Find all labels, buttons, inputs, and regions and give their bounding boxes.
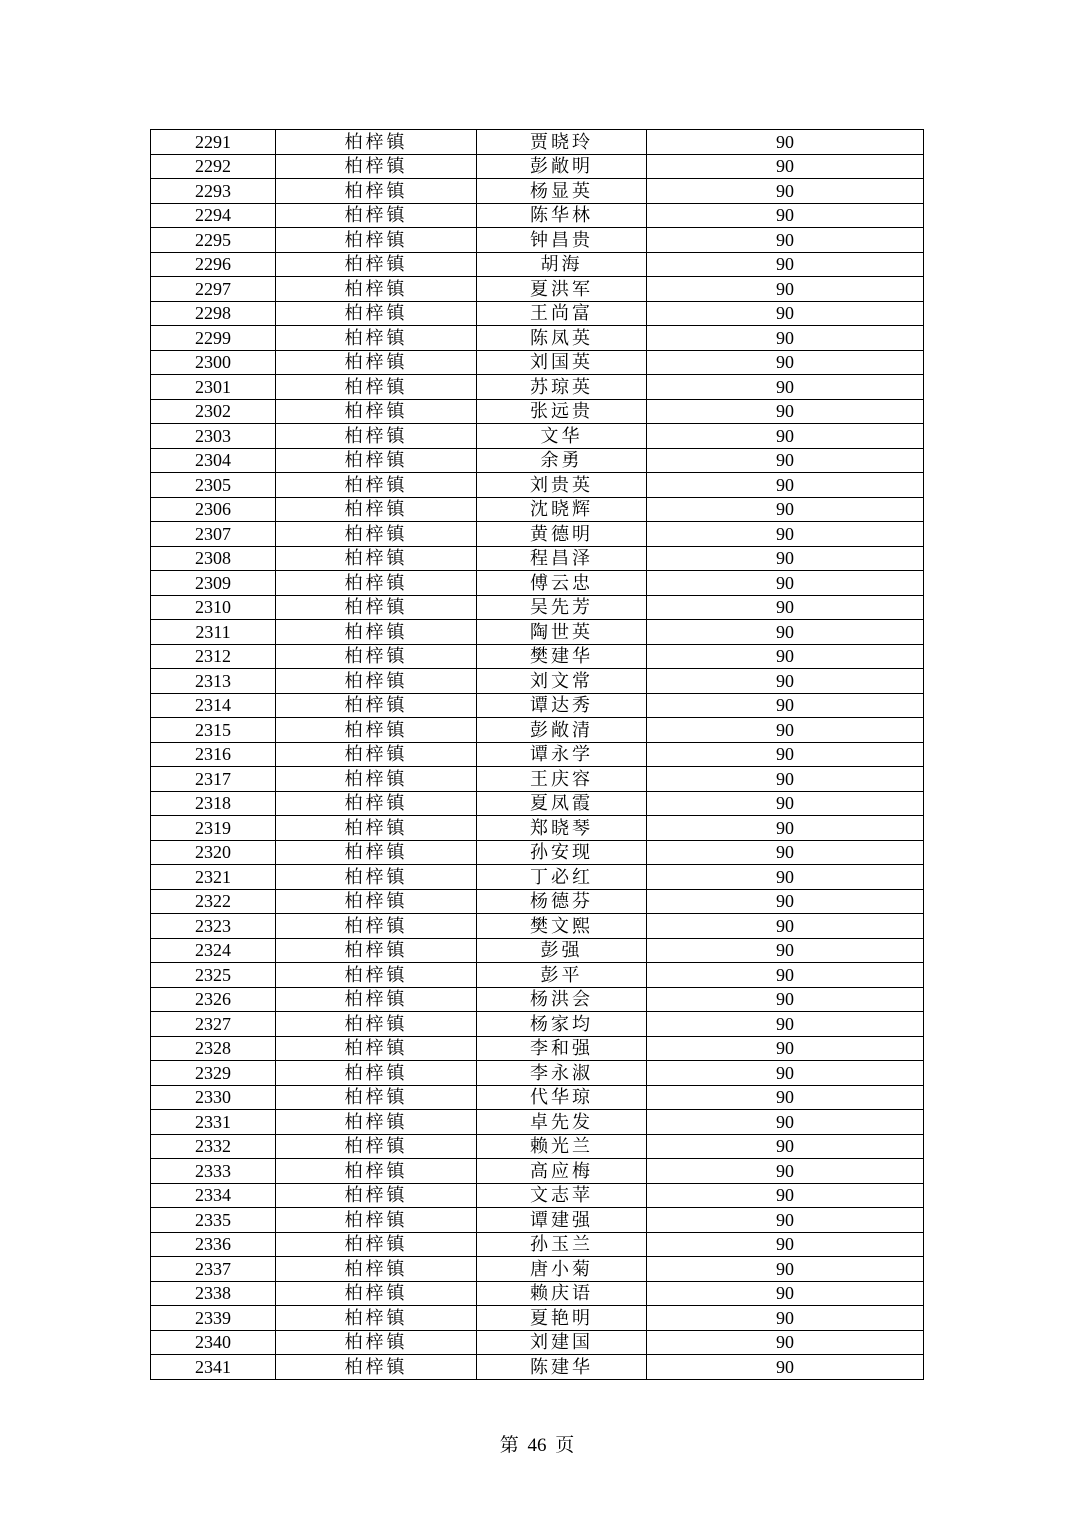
town-cell: 柏梓镇 (276, 669, 477, 694)
row-number-cell: 2321 (151, 865, 276, 890)
amount-cell: 90 (647, 203, 924, 228)
table-row (151, 938, 924, 963)
amount-cell: 90 (647, 1085, 924, 1110)
town-cell: 柏梓镇 (276, 1208, 477, 1233)
town-cell: 柏梓镇 (276, 1110, 477, 1135)
town-cell: 柏梓镇 (276, 595, 477, 620)
table-row (151, 350, 924, 375)
name-cell: 王尚富 (477, 301, 647, 326)
amount-cell: 90 (647, 938, 924, 963)
amount-cell: 90 (647, 669, 924, 694)
amount-cell: 90 (647, 277, 924, 302)
amount-cell: 90 (647, 179, 924, 204)
name-cell: 张远贵 (477, 399, 647, 424)
town-cell: 柏梓镇 (276, 1183, 477, 1208)
name-cell: 刘国英 (477, 350, 647, 375)
name-cell: 刘贵英 (477, 473, 647, 498)
table-row (151, 1134, 924, 1159)
table-row (151, 1061, 924, 1086)
table-row (151, 669, 924, 694)
amount-cell: 90 (647, 473, 924, 498)
table-row (151, 1330, 924, 1355)
name-cell: 杨显英 (477, 179, 647, 204)
row-number-cell: 2303 (151, 424, 276, 449)
town-cell: 柏梓镇 (276, 1257, 477, 1282)
town-cell: 柏梓镇 (276, 644, 477, 669)
table-row (151, 448, 924, 473)
name-cell: 谭达秀 (477, 693, 647, 718)
amount-cell: 90 (647, 1306, 924, 1331)
name-cell: 胡海 (477, 252, 647, 277)
amount-cell: 90 (647, 1183, 924, 1208)
amount-cell: 90 (647, 620, 924, 645)
amount-cell: 90 (647, 1257, 924, 1282)
amount-cell: 90 (647, 448, 924, 473)
page-number: 第 46 页 (499, 1435, 575, 1456)
town-cell: 柏梓镇 (276, 914, 477, 939)
row-number-cell: 2308 (151, 546, 276, 571)
name-cell: 郑晓琴 (477, 816, 647, 841)
row-number-cell: 2307 (151, 522, 276, 547)
amount-cell: 90 (647, 497, 924, 522)
name-cell: 陈华林 (477, 203, 647, 228)
row-number-cell: 2313 (151, 669, 276, 694)
amount-cell: 90 (647, 350, 924, 375)
amount-cell: 90 (647, 693, 924, 718)
town-cell: 柏梓镇 (276, 522, 477, 547)
table-row (151, 424, 924, 449)
town-cell: 柏梓镇 (276, 571, 477, 596)
amount-cell: 90 (647, 252, 924, 277)
row-number-cell: 2316 (151, 742, 276, 767)
row-number-cell: 2337 (151, 1257, 276, 1282)
row-number-cell: 2312 (151, 644, 276, 669)
table-row (151, 693, 924, 718)
town-cell: 柏梓镇 (276, 1330, 477, 1355)
amount-cell: 90 (647, 1036, 924, 1061)
amount-cell: 90 (647, 987, 924, 1012)
town-cell: 柏梓镇 (276, 448, 477, 473)
table-row (151, 375, 924, 400)
town-cell: 柏梓镇 (276, 1085, 477, 1110)
town-cell: 柏梓镇 (276, 301, 477, 326)
name-cell: 樊文熙 (477, 914, 647, 939)
amount-cell: 90 (647, 1330, 924, 1355)
name-cell: 王庆容 (477, 767, 647, 792)
amount-cell: 90 (647, 1061, 924, 1086)
town-cell: 柏梓镇 (276, 399, 477, 424)
town-cell: 柏梓镇 (276, 1306, 477, 1331)
name-cell: 代华琼 (477, 1085, 647, 1110)
amount-cell: 90 (647, 644, 924, 669)
table-row (151, 791, 924, 816)
table-row (151, 963, 924, 988)
name-cell: 杨家均 (477, 1012, 647, 1037)
table-row (151, 1110, 924, 1135)
row-number-cell: 2341 (151, 1355, 276, 1380)
row-number-cell: 2324 (151, 938, 276, 963)
name-cell: 孙玉兰 (477, 1232, 647, 1257)
amount-cell: 90 (647, 718, 924, 743)
row-number-cell: 2319 (151, 816, 276, 841)
table-row (151, 644, 924, 669)
table-row (151, 1183, 924, 1208)
amount-cell: 90 (647, 963, 924, 988)
row-number-cell: 2320 (151, 840, 276, 865)
name-cell: 余勇 (477, 448, 647, 473)
roster-table (150, 129, 924, 1380)
table-row (151, 718, 924, 743)
town-cell: 柏梓镇 (276, 203, 477, 228)
town-cell: 柏梓镇 (276, 1012, 477, 1037)
row-number-cell: 2328 (151, 1036, 276, 1061)
table-row (151, 816, 924, 841)
amount-cell: 90 (647, 595, 924, 620)
town-cell: 柏梓镇 (276, 497, 477, 522)
row-number-cell: 2311 (151, 620, 276, 645)
row-number-cell: 2322 (151, 889, 276, 914)
row-number-cell: 2326 (151, 987, 276, 1012)
name-cell: 杨洪会 (477, 987, 647, 1012)
name-cell: 谭建强 (477, 1208, 647, 1233)
row-number-cell: 2339 (151, 1306, 276, 1331)
name-cell: 李永淑 (477, 1061, 647, 1086)
town-cell: 柏梓镇 (276, 693, 477, 718)
name-cell: 陶世英 (477, 620, 647, 645)
town-cell: 柏梓镇 (276, 1061, 477, 1086)
town-cell: 柏梓镇 (276, 375, 477, 400)
name-cell: 贾晓玲 (477, 130, 647, 155)
amount-cell: 90 (647, 1355, 924, 1380)
town-cell: 柏梓镇 (276, 277, 477, 302)
row-number-cell: 2323 (151, 914, 276, 939)
row-number-cell: 2293 (151, 179, 276, 204)
town-cell: 柏梓镇 (276, 1355, 477, 1380)
row-number-cell: 2298 (151, 301, 276, 326)
table-row (151, 1257, 924, 1282)
row-number-cell: 2299 (151, 326, 276, 351)
town-cell: 柏梓镇 (276, 1159, 477, 1184)
amount-cell: 90 (647, 546, 924, 571)
town-cell: 柏梓镇 (276, 889, 477, 914)
amount-cell: 90 (647, 301, 924, 326)
amount-cell: 90 (647, 571, 924, 596)
row-number-cell: 2338 (151, 1281, 276, 1306)
row-number-cell: 2304 (151, 448, 276, 473)
row-number-cell: 2296 (151, 252, 276, 277)
table-row (151, 767, 924, 792)
row-number-cell: 2333 (151, 1159, 276, 1184)
row-number-cell: 2325 (151, 963, 276, 988)
name-cell: 杨德芬 (477, 889, 647, 914)
table-row (151, 914, 924, 939)
town-cell: 柏梓镇 (276, 620, 477, 645)
name-cell: 钟昌贵 (477, 228, 647, 253)
row-number-cell: 2292 (151, 154, 276, 179)
town-cell: 柏梓镇 (276, 228, 477, 253)
name-cell: 赖庆语 (477, 1281, 647, 1306)
table-row (151, 154, 924, 179)
town-cell: 柏梓镇 (276, 791, 477, 816)
amount-cell: 90 (647, 1110, 924, 1135)
amount-cell: 90 (647, 399, 924, 424)
row-number-cell: 2340 (151, 1330, 276, 1355)
name-cell: 刘建国 (477, 1330, 647, 1355)
town-cell: 柏梓镇 (276, 1134, 477, 1159)
table-row (151, 497, 924, 522)
table-row (151, 1281, 924, 1306)
row-number-cell: 2305 (151, 473, 276, 498)
town-cell: 柏梓镇 (276, 326, 477, 351)
name-cell: 赖光兰 (477, 1134, 647, 1159)
row-number-cell: 2306 (151, 497, 276, 522)
name-cell: 谭永学 (477, 742, 647, 767)
amount-cell: 90 (647, 130, 924, 155)
name-cell: 夏艳明 (477, 1306, 647, 1331)
amount-cell: 90 (647, 816, 924, 841)
table-row (151, 228, 924, 253)
town-cell: 柏梓镇 (276, 1232, 477, 1257)
table-row (151, 399, 924, 424)
town-cell: 柏梓镇 (276, 767, 477, 792)
town-cell: 柏梓镇 (276, 865, 477, 890)
amount-cell: 90 (647, 742, 924, 767)
amount-cell: 90 (647, 767, 924, 792)
table-row (151, 1085, 924, 1110)
amount-cell: 90 (647, 1281, 924, 1306)
amount-cell: 90 (647, 791, 924, 816)
table-row (151, 130, 924, 155)
table-row (151, 1355, 924, 1380)
name-cell: 黄德明 (477, 522, 647, 547)
table-row (151, 1012, 924, 1037)
table-row (151, 595, 924, 620)
row-number-cell: 2310 (151, 595, 276, 620)
town-cell: 柏梓镇 (276, 963, 477, 988)
amount-cell: 90 (647, 375, 924, 400)
table-row (151, 203, 924, 228)
row-number-cell: 2318 (151, 791, 276, 816)
town-cell: 柏梓镇 (276, 1281, 477, 1306)
town-cell: 柏梓镇 (276, 742, 477, 767)
table-row (151, 1159, 924, 1184)
name-cell: 刘文常 (477, 669, 647, 694)
amount-cell: 90 (647, 840, 924, 865)
table-row (151, 1036, 924, 1061)
amount-cell: 90 (647, 522, 924, 547)
name-cell: 陈凤英 (477, 326, 647, 351)
table-row (151, 252, 924, 277)
row-number-cell: 2295 (151, 228, 276, 253)
name-cell: 彭敞明 (477, 154, 647, 179)
table-row (151, 1306, 924, 1331)
amount-cell: 90 (647, 1012, 924, 1037)
row-number-cell: 2314 (151, 693, 276, 718)
name-cell: 夏洪军 (477, 277, 647, 302)
town-cell: 柏梓镇 (276, 546, 477, 571)
name-cell: 樊建华 (477, 644, 647, 669)
row-number-cell: 2300 (151, 350, 276, 375)
name-cell: 吴先芳 (477, 595, 647, 620)
name-cell: 傅云忠 (477, 571, 647, 596)
amount-cell: 90 (647, 914, 924, 939)
town-cell: 柏梓镇 (276, 252, 477, 277)
row-number-cell: 2315 (151, 718, 276, 743)
row-number-cell: 2291 (151, 130, 276, 155)
amount-cell: 90 (647, 1232, 924, 1257)
table-row (151, 1208, 924, 1233)
name-cell: 陈建华 (477, 1355, 647, 1380)
name-cell: 高应梅 (477, 1159, 647, 1184)
row-number-cell: 2334 (151, 1183, 276, 1208)
amount-cell: 90 (647, 1159, 924, 1184)
table-row (151, 522, 924, 547)
table-row (151, 301, 924, 326)
row-number-cell: 2335 (151, 1208, 276, 1233)
town-cell: 柏梓镇 (276, 350, 477, 375)
name-cell: 文志苹 (477, 1183, 647, 1208)
amount-cell: 90 (647, 865, 924, 890)
amount-cell: 90 (647, 889, 924, 914)
row-number-cell: 2309 (151, 571, 276, 596)
town-cell: 柏梓镇 (276, 816, 477, 841)
row-number-cell: 2329 (151, 1061, 276, 1086)
name-cell: 程昌泽 (477, 546, 647, 571)
town-cell: 柏梓镇 (276, 1036, 477, 1061)
town-cell: 柏梓镇 (276, 840, 477, 865)
town-cell: 柏梓镇 (276, 179, 477, 204)
row-number-cell: 2297 (151, 277, 276, 302)
row-number-cell: 2331 (151, 1110, 276, 1135)
town-cell: 柏梓镇 (276, 154, 477, 179)
name-cell: 孙安现 (477, 840, 647, 865)
table-row (151, 326, 924, 351)
amount-cell: 90 (647, 424, 924, 449)
amount-cell: 90 (647, 1208, 924, 1233)
town-cell: 柏梓镇 (276, 718, 477, 743)
name-cell: 彭敞清 (477, 718, 647, 743)
name-cell: 彭强 (477, 938, 647, 963)
table-row (151, 840, 924, 865)
name-cell: 唐小菊 (477, 1257, 647, 1282)
row-number-cell: 2336 (151, 1232, 276, 1257)
table-row (151, 1232, 924, 1257)
table-row (151, 742, 924, 767)
table-row (151, 277, 924, 302)
town-cell: 柏梓镇 (276, 473, 477, 498)
table-row (151, 473, 924, 498)
name-cell: 文华 (477, 424, 647, 449)
town-cell: 柏梓镇 (276, 938, 477, 963)
town-cell: 柏梓镇 (276, 987, 477, 1012)
name-cell: 彭平 (477, 963, 647, 988)
roster-table-body (151, 130, 924, 1380)
row-number-cell: 2302 (151, 399, 276, 424)
name-cell: 夏凤霞 (477, 791, 647, 816)
amount-cell: 90 (647, 326, 924, 351)
row-number-cell: 2294 (151, 203, 276, 228)
town-cell: 柏梓镇 (276, 130, 477, 155)
row-number-cell: 2317 (151, 767, 276, 792)
table-row (151, 620, 924, 645)
row-number-cell: 2332 (151, 1134, 276, 1159)
amount-cell: 90 (647, 154, 924, 179)
amount-cell: 90 (647, 228, 924, 253)
name-cell: 李和强 (477, 1036, 647, 1061)
town-cell: 柏梓镇 (276, 424, 477, 449)
amount-cell: 90 (647, 1134, 924, 1159)
row-number-cell: 2327 (151, 1012, 276, 1037)
table-row (151, 179, 924, 204)
table-row (151, 889, 924, 914)
name-cell: 丁必红 (477, 865, 647, 890)
name-cell: 卓先发 (477, 1110, 647, 1135)
table-row (151, 865, 924, 890)
table-row (151, 546, 924, 571)
name-cell: 沈晓辉 (477, 497, 647, 522)
row-number-cell: 2330 (151, 1085, 276, 1110)
row-number-cell: 2301 (151, 375, 276, 400)
name-cell: 苏琼英 (477, 375, 647, 400)
table-row (151, 571, 924, 596)
table-row (151, 987, 924, 1012)
